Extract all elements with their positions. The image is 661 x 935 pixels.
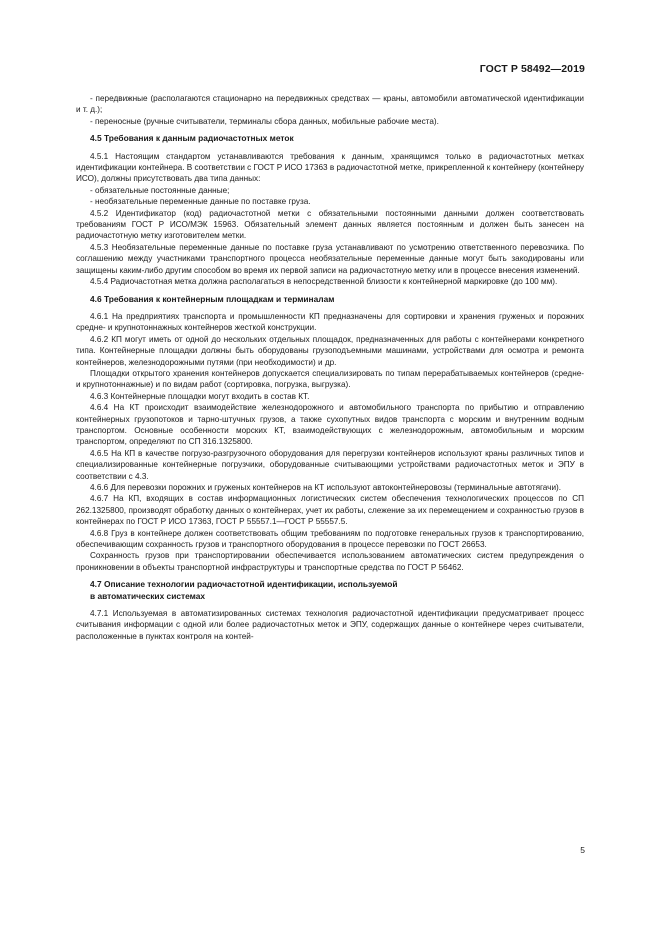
paragraph: Площадки открытого хранения контейнеров допускается специализировать по типам перерабатываемых контейнеров (средне- и крупнотоннажные) и по видам работ (сортировка, погрузка, выгрузка). [76, 368, 584, 390]
list-item: - передвижные (располагаются стационарно на передвижных средствах — краны, автомобили автоматической идентификации и т. д.); [76, 94, 584, 115]
section-heading-text: 4.5 Требования к данным радиочастотных меток [90, 133, 294, 144]
paragraph: 4.6.5 На КП в качестве погрузо-разгрузочного оборудования для перегрузки контейнеров используют краны различных типов и специализированные контейнерные погрузчики, оборудованные считывающими устройствами радиочастотных меток и ЭПУ в соответствии с 4.3. [76, 448, 584, 481]
page-number: 5 [580, 845, 585, 855]
paragraph: 4.5.3 Необязательные переменные данные по поставке груза устанавливают по усмотрению ответственного перевозчика. По соглашению между участниками транспортного процесса необязательные переменные данные могут быть закодированы или защищены каким-либо другим способом во время их первой записи на радиочастотную метку или в процессе внесения изменений. [76, 242, 584, 275]
list-item: - переносные (ручные считыватели, терминалы сбора данных, мобильные рабочие места). [90, 116, 439, 126]
paragraph: 4.6.4 На КТ происходит взаимодействие железнодорожного и автомобильного транспорта по прибытию и отправлению контейнерных грузопотоков и тарно-штучных грузов, а также сухопутных видов транспорта с морским и внутренним водным транспортом. Основные особенности морских КТ, взаимодействующих с железнодорожным, автомобильным и морским транспортом, определяют по СП 316.1325800. [76, 403, 584, 447]
section-heading-continuation: в автоматических системах [90, 590, 206, 601]
paragraph: Сохранность грузов при транспортировании обеспечивается использованием автоматических систем предупреждения о проникновении в объекты транспортной инфраструктуры и транспортные средства по ГОСТ Р 56462. [76, 551, 584, 572]
paragraph: 4.6.6 Для перевозки порожних и груженых контейнеров на КТ используют автоконтейнеровозы (терминальные автотягачи). [90, 483, 562, 492]
section-heading [76, 579, 584, 602]
section-heading [76, 133, 584, 144]
list-item: - обязательные постоянные данные; [90, 185, 230, 195]
document-code-header: ГОСТ Р 58492—2019 [479, 63, 585, 75]
paragraph: 4.6.7 На КП, входящих в состав информационных логистических систем обеспечения технологических процессов по СП 262.1325800, производят обработку данных о контейнерах, учет их работы, слежение за их перемещением и сохранностью грузов в контейнерах по ГОСТ Р ИСО 17363, ГОСТ Р 55557.1—ГОСТ Р 55557.5. [76, 494, 584, 527]
paragraph: 4.5.1 Настоящим стандартом устанавливаются требования к данным, хранящимся только в радиочастотных метках идентификации контейнера. В соответствии с ГОСТ Р ИСО 17363 в радиочастотной метке, прикрепленной к контейнеру (контейнеру ИСО), должны присутствовать два типа данных: [76, 151, 584, 184]
paragraph: 4.6.1 На предприятиях транспорта и промышленности КП предназначены для сортировки и хранения груженых и порожних средне- и крупнотоннажных контейнеров жесткой конструкции. [76, 311, 584, 333]
paragraph: 4.6.2 КП могут иметь от одной до нескольких отдельных площадок, предназначенных для работы с контейнерами конкретного типа. Контейнерные площадки должны быть оборудованы грузоподъемными машинами, устройствами для осмотра и ремонта контейнеров, железнодорожными путями (при необходимости) и др. [76, 334, 584, 367]
paragraph: 4.5.2 Идентификатор (код) радиочастотной метки с обязательными постоянными данными должен соответствовать требованиям ГОСТ Р ИСО/МЭК 15963. Обязательный элемент данных является постоянным и должен быть занесен на радиочастотную метку изготовителем метки. [76, 208, 584, 241]
paragraph: 4.5.4 Радиочастотная метка должна располагаться в непосредственной близости к контейнерной маркировке (до 100 мм). [90, 277, 558, 287]
section-heading [76, 294, 584, 305]
paragraph: 4.7.1 Используемая в автоматизированных системах технология радиочастотной идентификации предусматривает процесс считывания информации с одной или более радиочастотных меток и ЭПУ, содержащих данные о контейнере через считыватели, расположенные в пунктах контроля на контей- [76, 609, 584, 641]
section-heading-text: 4.6 Требования к контейнерным площадкам и терминалам [90, 293, 335, 304]
section-heading-text: 4.7 Описание технологии радиочастотной идентификации, используемой [90, 579, 398, 590]
paragraph: 4.6.8 Груз в контейнере должен соответствовать общим требованиям по подготовке генеральных грузов к транспортированию, обеспечивающим сохранность грузов и транспортного оборудования в процессе перевозки по ГОСТ 26653. [76, 528, 584, 550]
page-body [76, 93, 584, 642]
paragraph: 4.6.3 Контейнерные площадки могут входить в состав КТ. [90, 391, 310, 401]
list-item: - необязательные переменные данные по поставке груза. [90, 197, 311, 207]
